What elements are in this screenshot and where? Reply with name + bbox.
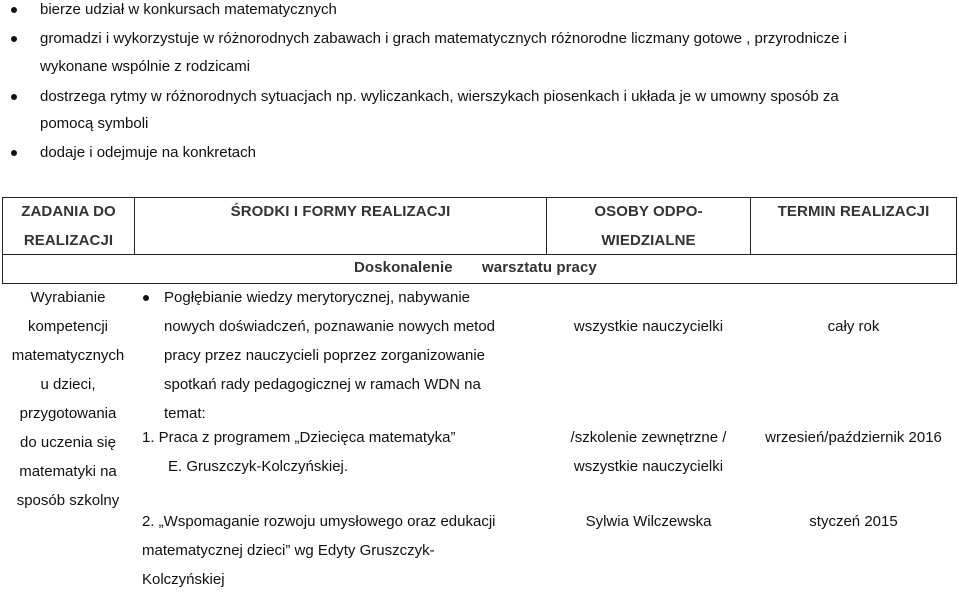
- plan-table: [2, 197, 957, 603]
- header-term: TERMIN REALIZACJI: [777, 203, 930, 220]
- means-item-1: 1. Praca z programem „Dziecięca matematyka”: [142, 429, 456, 446]
- term-cell: cały rok: [827, 318, 880, 335]
- bullet-item: gromadzi i wykorzystuje w różnorodnych zabawach i grach matematycznych różnorodne liczmany gotowe , przyrodnicze i: [40, 29, 847, 49]
- table-header-divider: [2, 254, 957, 255]
- term-cell: wrzesień/październik 2016: [765, 429, 942, 446]
- bullet-item: bierze udział w konkursach matematycznych: [40, 0, 337, 20]
- section-title-word2: warsztatu pracy: [482, 259, 597, 276]
- header-tasks: ZADANIA DO REALIZACJI: [21, 203, 116, 249]
- means-item-1-author: E. Gruszczyk-Kolczyńskiej.: [168, 458, 349, 475]
- means-bullet-text: Pogłębianie wiedzy merytorycznej, nabywanie nowych doświadczeń, poznawanie nowych metod pracy przez nauczycieli poprzez zorganizowanie spotkań rady pedagogicznej w ramach WDN na temat:: [164, 289, 496, 422]
- bullet-item-continuation: pomocą symboli: [40, 115, 149, 132]
- person-cell: Sylwia Wilczewska: [585, 513, 712, 530]
- person-cell: wszystkie nauczycielki: [573, 318, 724, 335]
- bullet-item: dostrzega rytmy w różnorodnych sytuacjach np. wyliczankach, wierszykach piosenkach i układa je w umowny sposób za: [40, 87, 839, 107]
- bullet-icon: [11, 36, 17, 42]
- header-means: ŚRODKI I FORMY REALIZACJI: [230, 203, 451, 220]
- person-cell: /szkolenie zewnętrzne / wszystkie nauczycielki: [570, 429, 727, 475]
- bullet-icon: [11, 94, 17, 100]
- bullet-icon: [143, 295, 149, 301]
- term-cell: styczeń 2015: [809, 513, 898, 530]
- header-persons: OSOBY ODPO- WIEDZIALNE: [594, 203, 703, 249]
- section-title-word1: Doskonalenie: [354, 259, 453, 276]
- bullet-item: dodaje i odejmuje na konkretach: [40, 143, 256, 163]
- bullet-item-continuation: wykonane wspólnie z rodzicami: [40, 58, 251, 75]
- table-border-right: [956, 197, 957, 283]
- bullet-icon: [11, 150, 17, 156]
- means-item-2: 2. „Wspomaganie rozwoju umysłowego oraz edukacji matematycznej dzieci” wg Edyty Gruszczyk- Kolczyńskiej: [142, 513, 496, 588]
- bullet-icon: [11, 7, 17, 13]
- task-cell: Wyrabianie kompetencji matematycznych u dzieci, przygotowania do uczenia się matematyki na sposób szkolny: [11, 289, 125, 509]
